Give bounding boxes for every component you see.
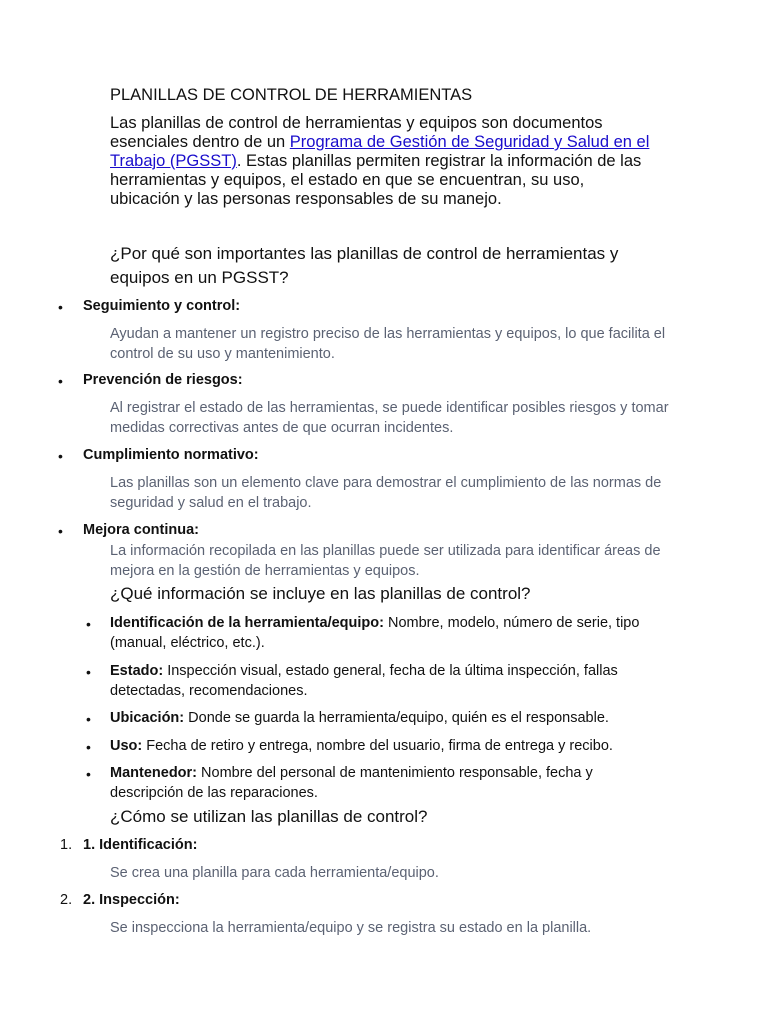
bullet-icon: • [86,616,91,632]
document-title: PLANILLAS DE CONTROL DE HERRAMIENTAS [110,86,473,104]
bullet-icon: • [58,523,63,539]
importance-item-label: Cumplimiento normativo: [83,447,259,463]
info-item-label: Estado: [110,663,164,679]
usage-item-label: 1. Identificación: [83,837,198,853]
info-item [110,613,655,653]
info-item-label: Ubicación: [110,710,185,726]
list-number: 2. [60,892,73,908]
info-item [110,736,655,756]
importance-heading: ¿Por qué son importantes las planillas de control de herramientas y equipos en un PGSST? [110,244,619,287]
bullet-icon: • [86,766,91,782]
importance-item-label: Seguimiento y control: [83,298,241,314]
importance-item-description: Ayudan a mantener un registro preciso de las herramientas y equipos, lo que facilita el control de su uso y mantenimiento. [110,326,666,362]
info-item-text: Donde se guarda la herramienta/equipo, quién es el responsable. [184,710,609,726]
usage-heading: ¿Cómo se utilizan las planillas de control? [110,807,428,826]
usage-item-label: 2. Inspección: [83,892,180,908]
info-item-text: Nombre del personal de mantenimiento responsable, fecha y descripción de las reparaciones. [110,765,593,801]
info-item [110,708,655,728]
pgsst-link[interactable]: Programa de Gestión de Seguridad y Salud en el Trabajo (PGSST) [110,133,650,170]
importance-item-label: Prevención de riesgos: [83,372,243,388]
intro-text-before-link: Las planillas de control de herramientas y equipos son documentos esenciales dentro de un [110,114,603,151]
usage-item-description: Se inspecciona la herramienta/equipo y se registra su estado en la planilla. [110,920,592,936]
bullet-icon: • [58,448,63,464]
importance-item-description: Al registrar el estado de las herramientas, se puede identificar posibles riesgos y tomar medidas correctivas antes de que ocurran incidentes. [110,400,669,436]
info-item [110,661,655,701]
importance-item-label: Mejora continua: [83,522,200,538]
bullet-icon: • [86,711,91,727]
info-item-label: Mantenedor: [110,765,197,781]
intro-paragraph [110,114,650,209]
bullet-icon: • [58,299,63,315]
importance-item-description: La información recopilada en las planillas puede ser utilizada para identificar áreas de mejora en la gestión de herramientas y equipos. [110,543,661,579]
info-item-label: Identificación de la herramienta/equipo: [110,615,384,631]
info-item-text: Fecha de retiro y entrega, nombre del usuario, firma de entrega y recibo. [142,738,613,754]
usage-item-description: Se crea una planilla para cada herramienta/equipo. [110,865,439,881]
bullet-icon: • [86,664,91,680]
info-item [110,763,655,803]
bullet-icon: • [86,739,91,755]
bullet-icon: • [58,373,63,389]
list-number: 1. [60,837,73,853]
info-item-text: Nombre, modelo, número de serie, tipo (manual, eléctrico, etc.). [110,615,640,651]
info-item-label: Uso: [110,738,143,754]
info-item-text: Inspección visual, estado general, fecha de la última inspección, fallas detectadas, recomendaciones. [110,663,618,699]
intro-text-after-link: . Estas planillas permiten registrar la información de las herramientas y equipos, el estado en que se encuentran, su uso, ubicación y las personas responsables de su manejo. [110,152,642,208]
importance-item-description: Las planillas son un elemento clave para demostrar el cumplimiento de las normas de seguridad y salud en el trabajo. [110,475,662,511]
info-heading: ¿Qué información se incluye en las planillas de control? [110,584,531,603]
